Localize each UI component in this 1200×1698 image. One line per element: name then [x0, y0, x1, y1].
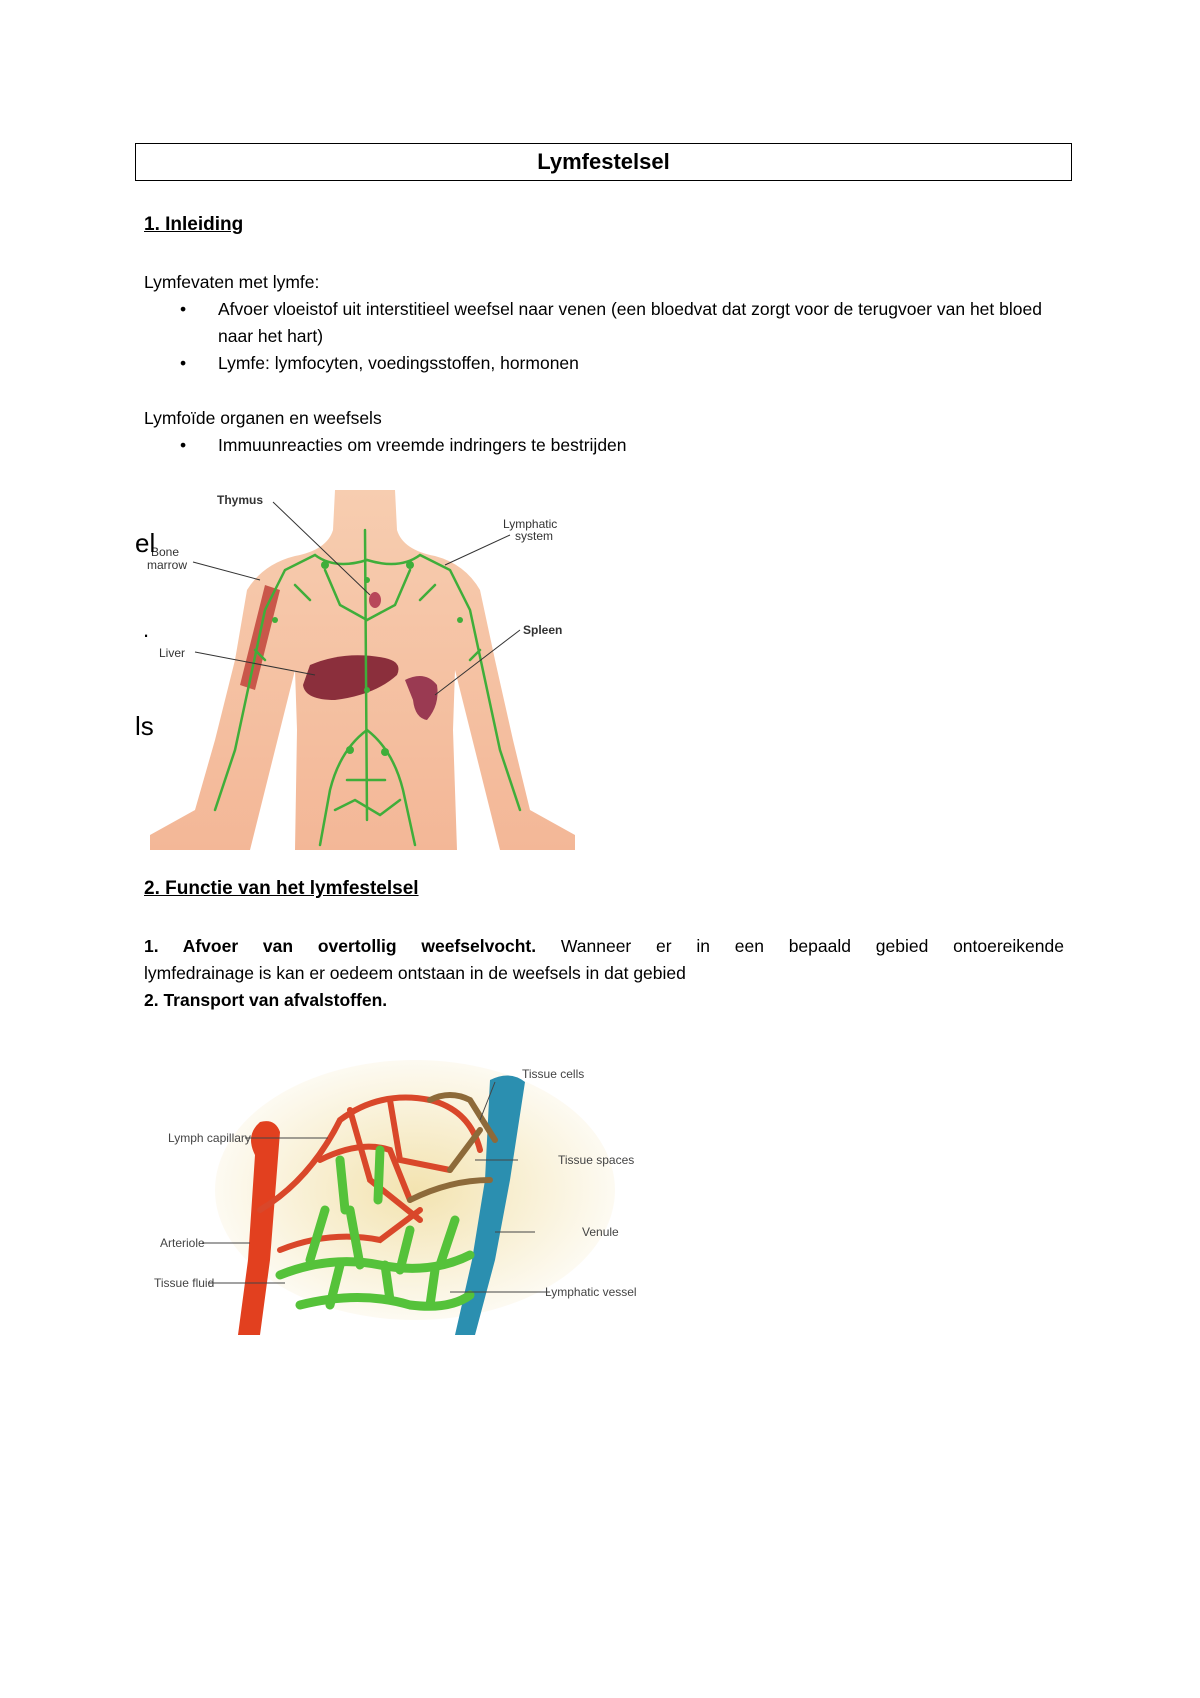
- lymphatic-body-figure: [135, 490, 585, 850]
- label-lymphatic-vessel: Lymphatic vessel: [545, 1285, 637, 1299]
- label-spleen: Spleen: [523, 623, 563, 637]
- label-tissue-spaces: Tissue spaces: [558, 1153, 635, 1167]
- bullet-list-1: [144, 296, 1064, 377]
- section-heading-inleiding: 1. Inleiding: [144, 214, 244, 235]
- label-tissue-fluid: Tissue fluid: [154, 1276, 215, 1290]
- fragment-el: el: [135, 528, 156, 558]
- label-lymph-capillary: Lymph capillary: [168, 1131, 251, 1145]
- function-item-1-line2: lymfedrainage is kan er oedeem ontstaan in de weefsels in dat gebied: [144, 963, 686, 983]
- list-item: • Afvoer vloeistof uit interstitieel weefsel naar venen (een bloedvat dat zorgt voor de terugvoer van het bloed naar het hart): [144, 296, 1064, 350]
- bullet-list-2: [144, 432, 1064, 459]
- label-bone-1: Bone: [151, 545, 180, 559]
- intro-text: Lymfevaten met lymfe:: [144, 272, 320, 292]
- label-liver: Liver: [159, 646, 186, 660]
- section-heading-functie: 2. Functie van het lymfestelsel: [144, 878, 419, 899]
- bullet-icon: •: [180, 299, 187, 319]
- function-item-2: 2. Transport van afvalstoffen.: [144, 990, 388, 1010]
- bullet-icon: •: [180, 353, 187, 373]
- label-venule: Venule: [582, 1225, 619, 1239]
- lymph-capillary-figure: [150, 1060, 670, 1335]
- label-lymphatic-1: Lymphatic: [503, 517, 558, 531]
- page-title: Lymfestelsel: [537, 149, 670, 174]
- intro-text-2: Lymfoïde organen en weefsels: [144, 408, 382, 428]
- label-tissue-cells: Tissue cells: [522, 1067, 585, 1081]
- label-lymphatic-2: system: [515, 529, 554, 543]
- thymus-shape: [369, 592, 381, 608]
- list-item: • Lymfe: lymfocyten, voedingsstoffen, hormonen: [144, 350, 1064, 377]
- title-box: [135, 143, 1072, 181]
- label-arteriole: Arteriole: [160, 1236, 205, 1250]
- label-thymus: Thymus: [217, 493, 264, 507]
- bullet-icon: •: [180, 435, 187, 455]
- function-item-1: 1. Afvoer van overtollig weefselvocht. Wanneer er in een bepaald gebied ontoereikende: [144, 936, 1064, 956]
- fragment-dot: .: [143, 617, 150, 642]
- list-item: • Immuunreacties om vreemde indringers te bestrijden: [144, 432, 1064, 459]
- fragment-ls: ls: [135, 711, 154, 741]
- label-bone-2: marrow: [147, 558, 188, 572]
